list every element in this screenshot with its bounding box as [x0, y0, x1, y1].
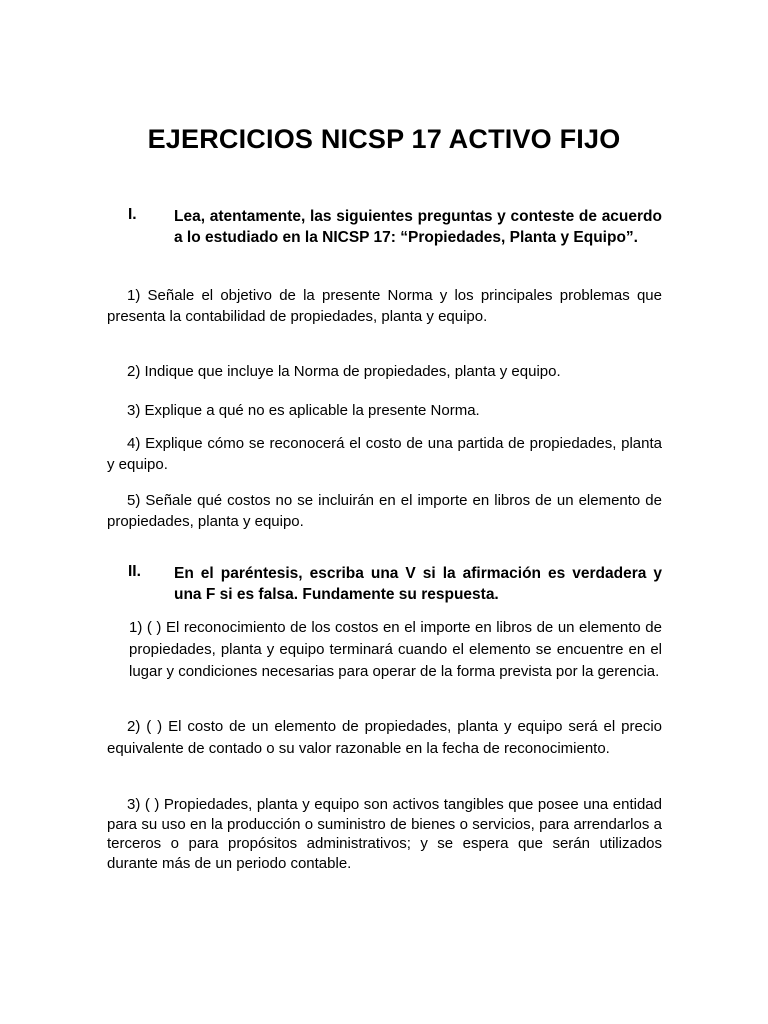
section-1-heading: Lea, atentamente, las siguientes preguntas y conteste de acuerdo a lo estudiado en la NICSP 17: “Propiedades, Planta y Equipo”. [174, 208, 662, 246]
question-5: 5) Señale qué costos no se incluirán en el importe en libros de un elemento de propiedades, planta y equipo. [107, 492, 662, 530]
statement-3: 3) ( ) Propiedades, planta y equipo son activos tangibles que posee una entidad para su uso en la producción o suministro de bienes o servicios, para arrendarlos a terceros o para propósitos administrativos; y se espera que serán utilizados durante más de un periodo contable. [107, 796, 662, 872]
section-2-number: II. [128, 563, 141, 580]
question-2: 2) Indique que incluye la Norma de propiedades, planta y equipo. [127, 363, 561, 380]
section-2-heading: En el paréntesis, escriba una V si la afirmación es verdadera y una F si es falsa. Fundamente su respuesta. [174, 565, 662, 603]
page-title: EJERCICIOS NICSP 17 ACTIVO FIJO [147, 124, 621, 154]
question-4: 4) Explique cómo se reconocerá el costo de una partida de propiedades, planta y equipo. [107, 435, 662, 473]
statement-2: 2) ( ) El costo de un elemento de propiedades, planta y equipo será el precio equivalente de contado o su valor razonable en la fecha de reconocimiento. [107, 718, 662, 757]
section-1-number: I. [128, 206, 137, 223]
statement-1: 1) ( ) El reconocimiento de los costos en el importe en libros de un elemento de propiedades, planta y equipo terminará cuando el elemento se encuentre en el lugar y condiciones necesarias para operar de la forma prevista por la gerencia. [129, 619, 662, 680]
question-3: 3) Explique a qué no es aplicable la presente Norma. [127, 402, 480, 419]
question-1: 1) Señale el objetivo de la presente Norma y los principales problemas que presenta la contabilidad de propiedades, planta y equipo. [107, 287, 662, 325]
